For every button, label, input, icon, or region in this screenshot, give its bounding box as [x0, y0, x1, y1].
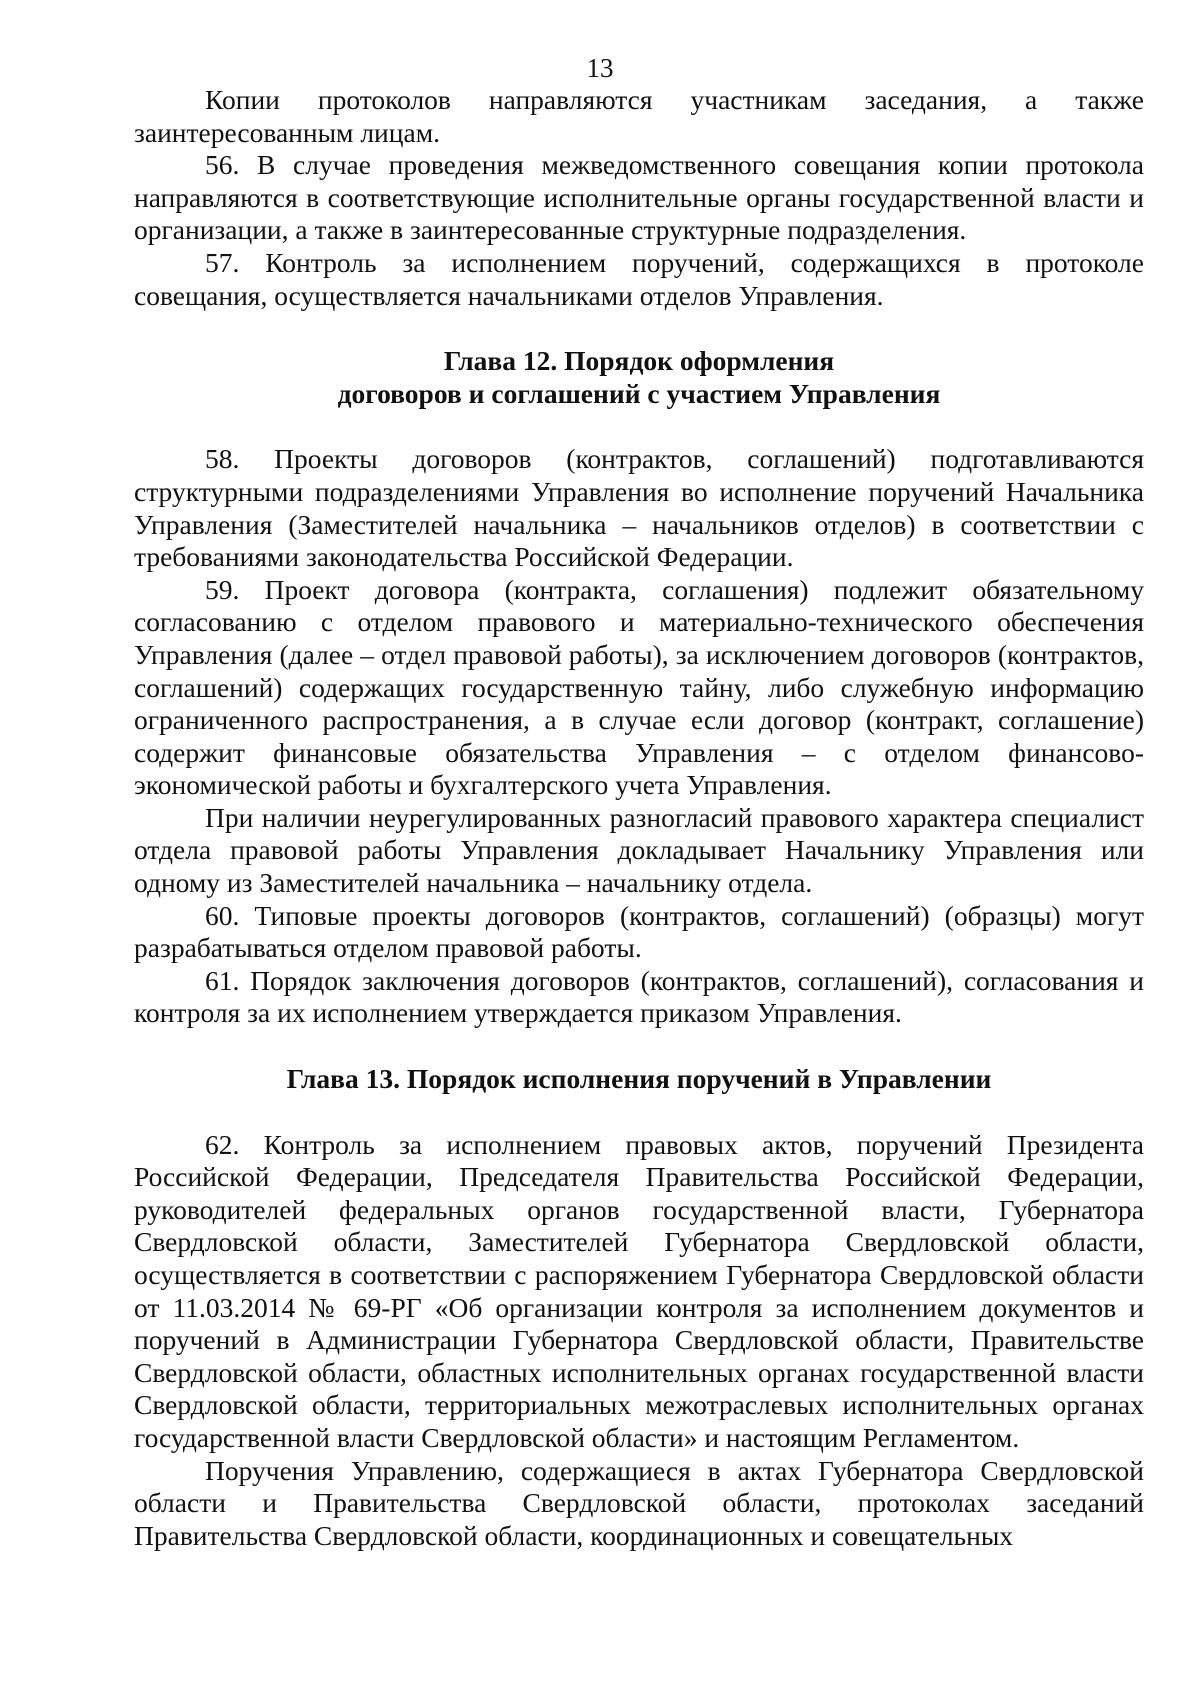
chapter-12-title-line-1: Глава 12. Порядок оформления — [443, 345, 835, 377]
paragraph-protocol-copies: Копии протоколов направляются участникам заседания, а также заинтересованным лицам. — [134, 84, 1144, 148]
paragraph-62-instructions: Поручения Управлению, содержащиеся в актах Губернатора Свердловской области и Правительства Свердловской области, протоколах заседаний Правительства Свердловской области, координационных и совещательных — [134, 1454, 1144, 1551]
paragraph-62: 62. Контроль за исполнением правовых актов, поручений Президента Российской Федерации, Председателя Правительства Российской Федерации, руководителей федеральных органов государственной власти, Губернатора Свердловской области, Заместителей Губернатора Свердловской области, осуществляется в соответствии с распоряжением Губернатора Свердловской области от 11.03.2014 № 69-РГ «Об организации контроля за исполнением документов и поручений в Администрации Губернатора Свердловской области, Правительстве Свердловской области, областных исполнительных органах государственной власти Свердловской области, территориальных межотраслевых исполнительных органах государственной власти Свердловской области» и настоящим Регламентом. — [134, 1128, 1144, 1453]
paragraph-60: 60. Типовые проекты договоров (контрактов, соглашений) (образцы) могут разрабатываться отделом правовой работы. — [134, 899, 1144, 964]
paragraph-59-disagreements: При наличии неурегулированных разногласий правового характера специалист отдела правовой работы Управления докладывает Начальнику Управления или одному из Заместителей начальника – начальнику отдела. — [134, 801, 1144, 899]
paragraph-56: 56. В случае проведения межведомственного совещания копии протокола направляются в соответствующие исполнительные органы государственной власти и организации, а также в заинтересованные структурные подразделения. — [134, 149, 1144, 246]
page-number: 13 — [586, 53, 614, 83]
chapter-13-heading — [134, 1063, 1144, 1096]
chapter-12-heading — [134, 345, 1144, 410]
paragraph-57: 57. Контроль за исполнением поручений, содержащихся в протоколе совещания, осуществляется начальниками отделов Управления. — [134, 246, 1144, 311]
paragraph-61: 61. Порядок заключения договоров (контрактов, соглашений), согласования и контроля за их исполнением утверждается приказом Управления. — [134, 964, 1144, 1029]
chapter-12-title-line-2: договоров и соглашений с участием Управления — [337, 377, 941, 409]
paragraph-58: 58. Проекты договоров (контрактов, соглашений) подготавливаются структурными подразделениями Управления во исполнение поручений Начальника Управления (Заместителей начальника – начальников отделов) в соответствии с требованиями законодательства Российской Федерации. — [134, 443, 1144, 573]
paragraph-59: 59. Проект договора (контракта, соглашения) подлежит обязательному согласованию с отделом правового и материально-технического обеспечения Управления (далее – отдел правовой работы), за исключением договоров (контрактов, соглашений) содержащих государственную тайну, либо служебную информацию ограниченного распространения, а в случае если договор (контракт, соглашение) содержит финансовые обязательства Управления – с отделом финансово-экономической работы и бухгалтерского учета Управления. — [134, 573, 1144, 801]
chapter-13-title: Глава 13. Порядок исполнения поручений в Управлении — [286, 1063, 992, 1095]
document-body — [134, 84, 1144, 1552]
